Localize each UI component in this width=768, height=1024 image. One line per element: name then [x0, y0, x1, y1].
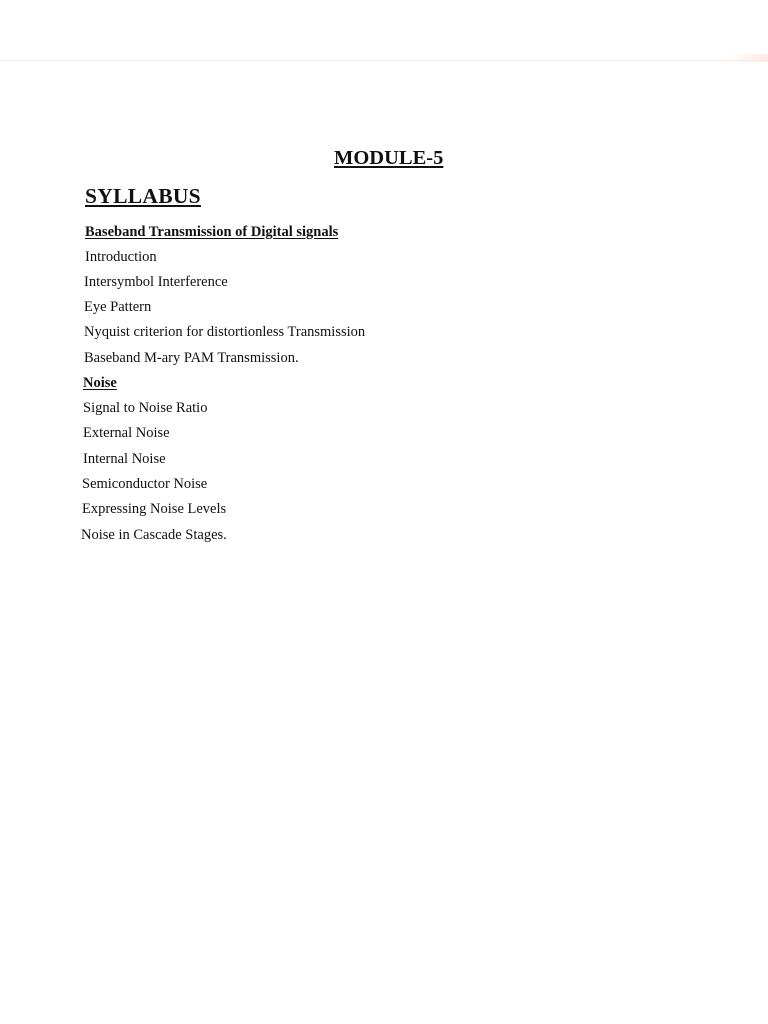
syllabus-item: Semiconductor Noise — [82, 476, 208, 492]
syllabus-item: Signal to Noise Ratio — [83, 400, 208, 416]
page-top-divider — [0, 60, 768, 61]
syllabus-item: Expressing Noise Levels — [82, 501, 227, 517]
syllabus-item: Internal Noise — [83, 451, 166, 467]
section-heading-noise: Noise — [83, 375, 117, 391]
page-edge-shadow — [728, 54, 768, 62]
syllabus-item: External Noise — [83, 425, 170, 441]
syllabus-item: Intersymbol Interference — [84, 274, 228, 290]
syllabus-item: Introduction — [85, 249, 157, 265]
syllabus-item: Nyquist criterion for distortionless Transmission — [84, 324, 366, 340]
syllabus-item: Baseband M-ary PAM Transmission. — [84, 350, 299, 366]
syllabus-item: Noise in Cascade Stages. — [81, 527, 227, 543]
section-heading-baseband: Baseband Transmission of Digital signals — [85, 224, 339, 240]
syllabus-item: Eye Pattern — [84, 299, 152, 315]
module-title: MODULE-5 — [334, 147, 444, 169]
syllabus-title: SYLLABUS — [85, 184, 201, 208]
